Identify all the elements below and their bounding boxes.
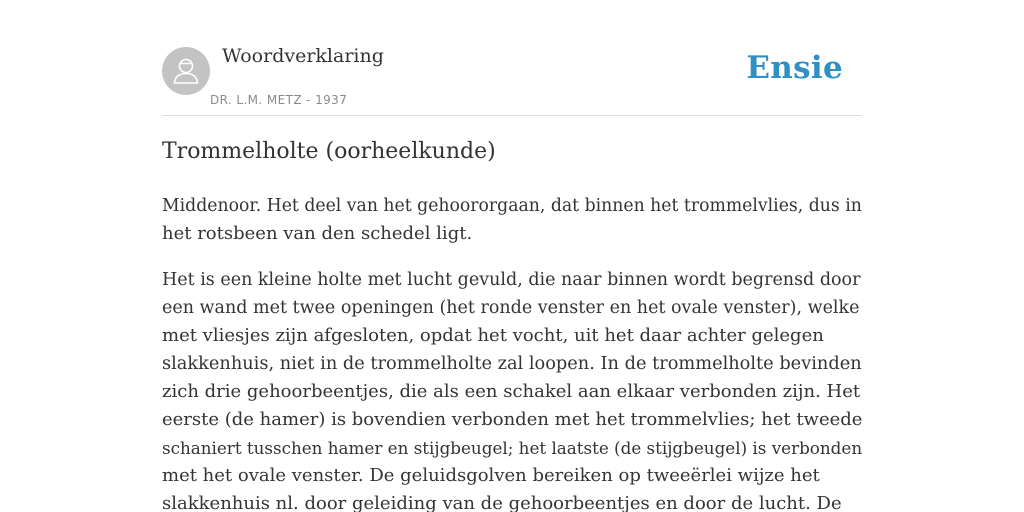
entry-title: Trommelholte (oorheelkunde) bbox=[162, 139, 496, 164]
paragraph-line: zich drie gehoorbeentjes, die als een schakel aan elkaar verbonden zijn. Het bbox=[162, 381, 861, 402]
entry-body bbox=[162, 192, 864, 512]
paragraph-line: een wand met twee openingen (het ronde venster en het ovale venster), welke bbox=[162, 298, 860, 318]
paragraph-line: eerste (de hamer) is bovendien verbonden met het trommelvlies; het tweede bbox=[162, 409, 863, 430]
paragraph bbox=[162, 192, 864, 248]
paragraph-line: met vliesjes zijn afgesloten, opdat het vocht, uit het daar achter gelegen bbox=[162, 325, 824, 346]
ensie-logo[interactable]: Ensie bbox=[746, 50, 843, 86]
user-avatar-icon[interactable] bbox=[162, 47, 210, 95]
source-author-year: DR. L.M. METZ - 1937 bbox=[210, 93, 348, 107]
paragraph-line: het rotsbeen van den schedel ligt. bbox=[162, 223, 473, 244]
paragraph-line: Het is een kleine holte met lucht gevuld, die naar binnen wordt begrensd door bbox=[162, 270, 861, 290]
content-column bbox=[162, 0, 863, 512]
paragraph-line: Middenoor. Het deel van het gehoororgaan, dat binnen het trommelvlies, dus in bbox=[162, 196, 862, 216]
paragraph-line: slakkenhuis nl. door geleiding van de gehoorbeentjes en door de lucht. De bbox=[162, 493, 842, 512]
paragraph-line: schaniert tusschen hamer en stijgbeugel; het laatste (de stijgbeugel) is verbonden bbox=[162, 438, 863, 458]
paragraph-line: slakkenhuis, niet in de trommelholte zal loopen. In de trommelholte bevinden bbox=[162, 354, 862, 374]
paragraph bbox=[162, 266, 864, 512]
source-header bbox=[162, 0, 862, 116]
paragraph-line: met het ovale venster. De geluidsgolven bereiken op tweeërlei wijze het bbox=[162, 465, 820, 486]
source-title[interactable]: Woordverklaring bbox=[222, 45, 384, 67]
